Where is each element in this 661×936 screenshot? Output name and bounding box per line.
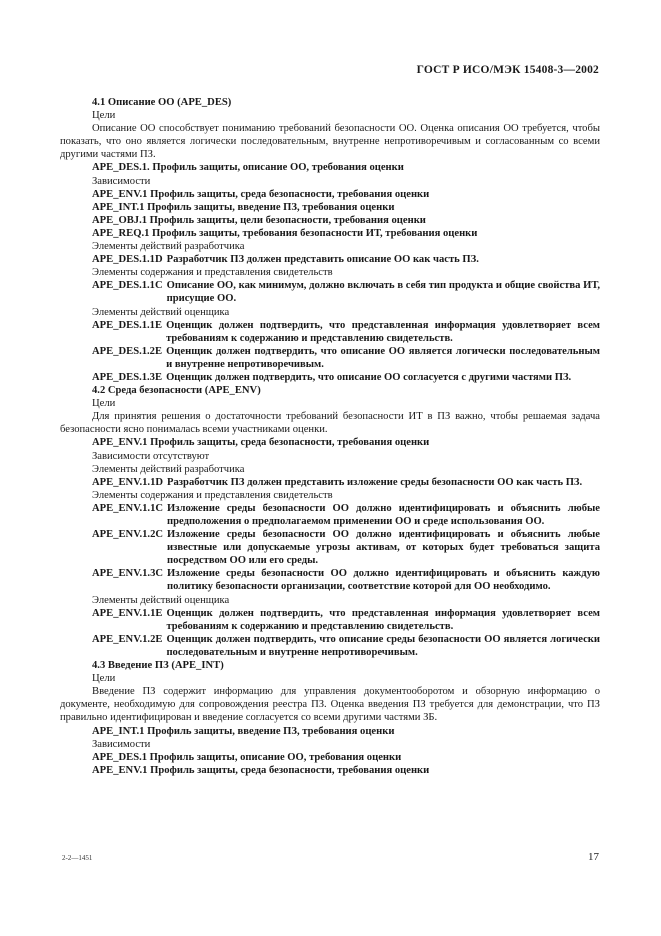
dependency-item: APE_ENV.1 Профиль защиты, среда безопасности, требования оценки [92,188,430,200]
document-id: ГОСТ Р ИСО/МЭК 15408-3—2002 [416,64,599,76]
evaluator-elements-label: Элементы действий оценщика [92,306,230,318]
component-title: APE_ENV.1 Профиль защиты, среда безопасности, требования оценки [92,437,430,449]
component-title: APE_DES.1. Профиль защиты, описание ОО, требования оценки [92,162,404,174]
evaluator-elements-label: Элементы действий оценщика [92,594,230,606]
goals-label: Цели [92,110,116,122]
dependency-item: APE_REQ.1 Профиль защиты, требования безопасности ИТ, требования оценки [92,227,478,239]
requirement-element [60,528,600,567]
dependency-item: APE_OBJ.1 Профиль защиты, цели безопасности, требования оценки [92,214,426,226]
element-id: APE_ENV.1.1C [92,502,164,514]
requirement-element [60,253,600,266]
element-text: Оценщик должен подтвердить, что представленная информация удовлетворяет всем требованиям к содержанию и представлению свидетельств. [166,607,600,632]
element-id: APE_DES.1.3E [92,371,163,383]
goals-label: Цели [92,398,116,410]
dependency-item: APE_INT.1 Профиль защиты, введение ПЗ, требования оценки [92,201,395,213]
element-text: Оценщик должен подтвердить, что описание среды безопасности ОО является логически последовательным и внутренне непротиворечивым. [166,633,600,658]
page-content [60,96,600,777]
element-text: Оценщик должен подтвердить, что описание ОО является логически последовательным и внутренне непротиворечивым. [166,345,600,370]
element-text: Оценщик должен подтвердить, что представленная информация удовлетворяет всем требованиям к содержанию и представлению свидетельств. [166,319,600,344]
goals-text: Для принятия решения о достаточности требований безопасности ИТ в ПЗ важно, чтобы решаемая задача безопасности ясно понималась всеми участниками оценки. [60,411,600,436]
requirement-element [60,371,600,384]
section-heading: 4.2 Среда безопасности (APE_ENV) [92,385,261,397]
goals-text: Введение ПЗ содержит информацию для управления документооборотом и обзорную информацию о документе, необходимую для сопровождения реестра ПЗ. Оценка введения ПЗ требуется для демонстрации, что ПЗ правильно идентифицирован и введение согласуется со всеми другими частями ЗБ. [60,686,600,724]
element-text: Оценщик должен подтвердить, что описание ОО согласуется с другими частями ПЗ. [166,371,572,383]
requirement-element [60,345,600,371]
section-heading: 4.1 Описание ОО (APE_DES) [92,97,232,108]
element-id: APE_DES.1.1C [92,280,163,292]
section-heading: 4.3 Введение ПЗ (APE_INT) [92,660,224,672]
developer-elements-label: Элементы действий разработчика [92,241,245,253]
dependency-item: APE_DES.1 Профиль защиты, описание ОО, требования оценки [92,751,402,763]
dependencies-label: Зависимости [92,175,151,187]
element-text: Изложение среды безопасности ОО должно идентифицировать и объяснить любые известные или допускаемые угрозы активам, от которых будет требоваться защита посредством ОО или его среды. [167,529,600,567]
requirement-element [60,607,600,633]
element-id: APE_ENV.1.2C [92,529,164,541]
dependency-item: APE_ENV.1 Профиль защиты, среда безопасности, требования оценки [92,764,430,776]
element-id: APE_ENV.1.1D [92,476,164,488]
element-id: APE_ENV.1.2E [92,633,163,645]
element-id: APE_ENV.1.3C [92,568,164,580]
dependencies-label: Зависимости [92,738,151,750]
dependencies-label: Зависимости отсутствуют [92,450,210,462]
page-number: 17 [588,851,599,863]
element-text: Изложение среды безопасности ОО должно идентифицировать и объяснить любые предположения о предполагаемом применении ОО и среде использования ОО. [167,502,600,527]
goals-label: Цели [92,673,116,685]
requirement-element [60,502,600,528]
element-id: APE_DES.1.1D [92,254,163,266]
print-code: 2-2—1451 [62,854,93,862]
content-elements-label: Элементы содержания и представления свидетельств [92,267,333,279]
requirement-element [60,633,600,659]
requirement-element [60,567,600,593]
content-elements-label: Элементы содержания и представления свидетельств [92,489,333,501]
requirement-element [60,279,600,305]
element-id: APE_DES.1.2E [92,345,163,357]
element-id: APE_DES.1.1E [92,319,163,331]
element-id: APE_ENV.1.1E [92,607,163,619]
element-text: Разработчик ПЗ должен представить изложение среды безопасности ОО как часть ПЗ. [167,476,583,488]
goals-text: Описание ОО способствует пониманию требований безопасности ОО. Оценка описания ОО требуется, чтобы показать, что оно является логически последовательным, внутренне непротиворечивым и согласованным со всеми другими частями ПЗ. [60,123,600,161]
developer-elements-label: Элементы действий разработчика [92,463,245,475]
requirement-element [60,476,600,489]
element-text: Описание ОО, как минимум, должно включать в себя тип продукта и общие свойства ИТ, присущие ОО. [166,280,600,305]
element-text: Разработчик ПЗ должен представить описание ОО как часть ПЗ. [166,254,479,266]
requirement-element [60,319,600,345]
component-title: APE_INT.1 Профиль защиты, введение ПЗ, требования оценки [92,725,395,737]
element-text: Изложение среды безопасности ОО должно идентифицировать и объяснить каждую политику безопасности организации, соответствие которой для ОО необходимо. [167,568,600,593]
